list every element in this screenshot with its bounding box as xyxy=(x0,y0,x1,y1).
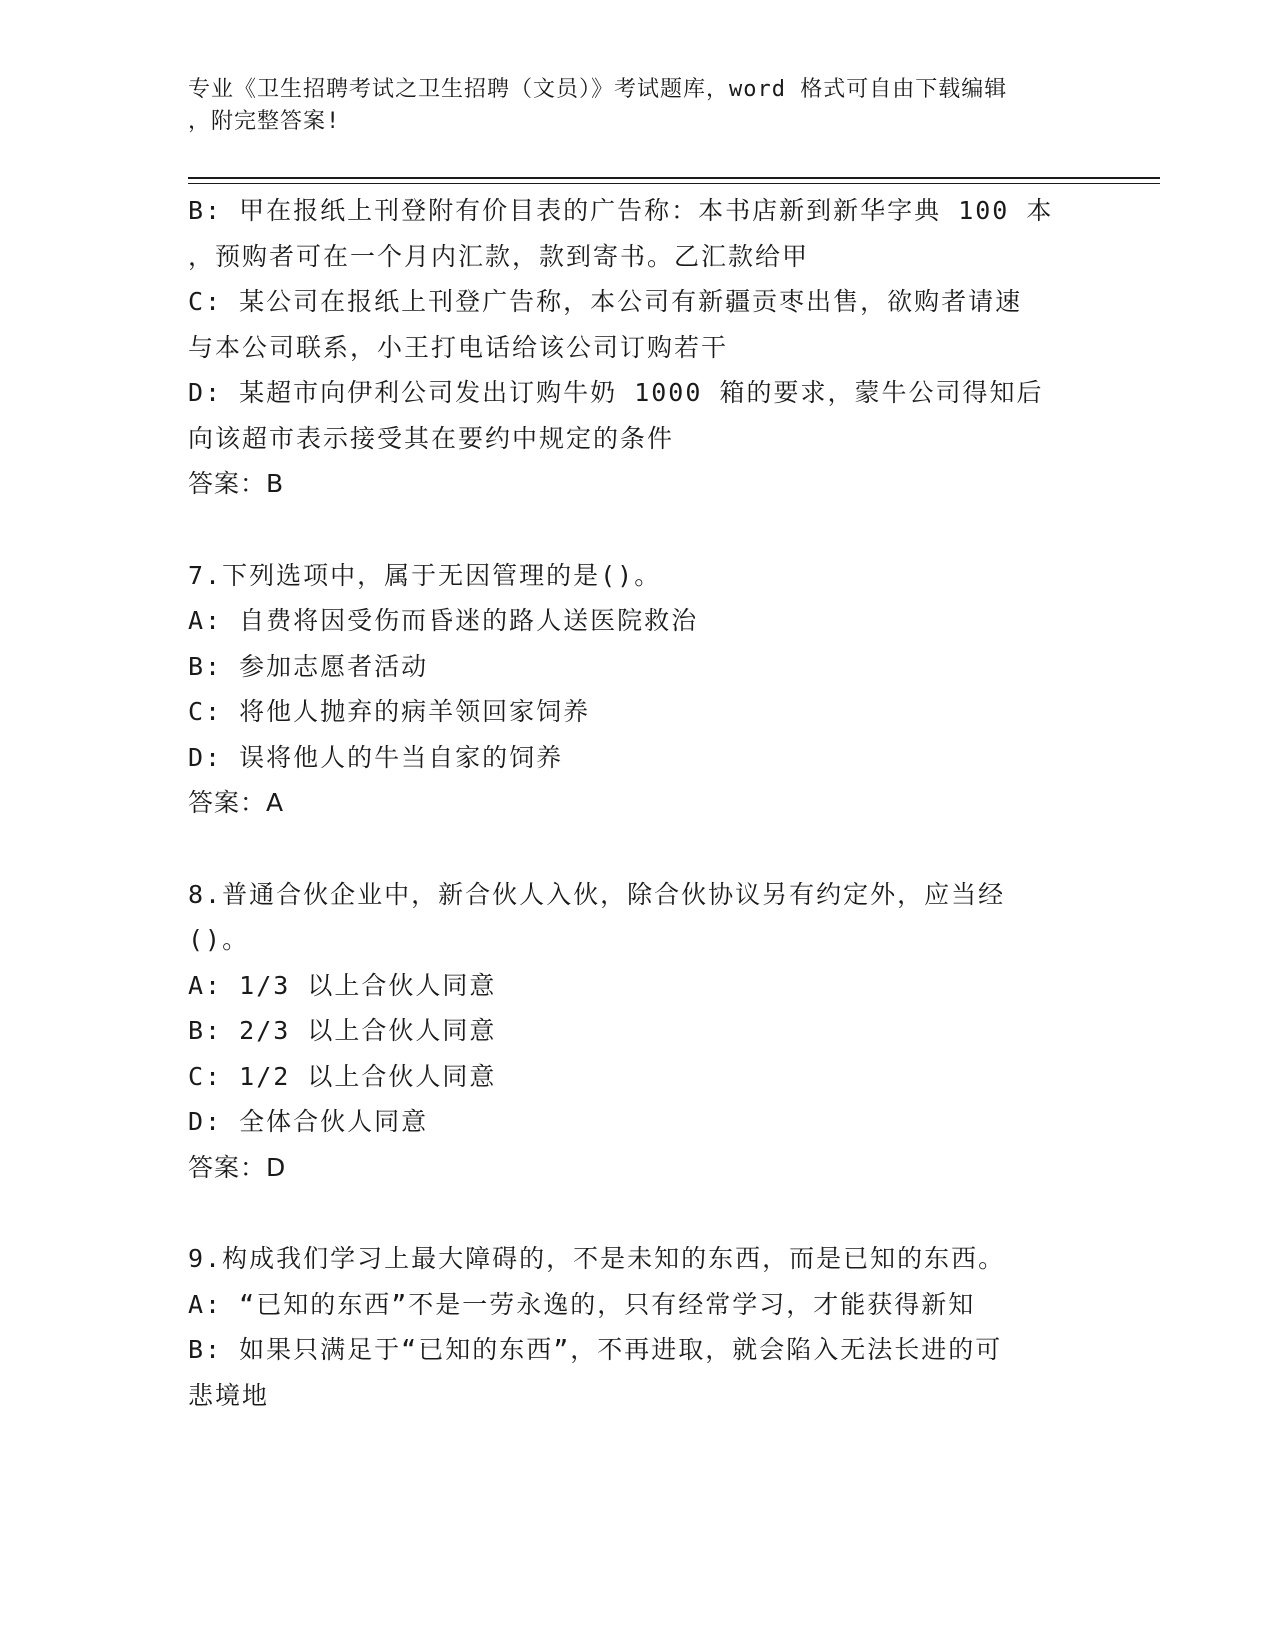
q7-option-b: B: 参加志愿者活动 xyxy=(188,651,429,681)
spacer xyxy=(188,826,1088,872)
q8-option-c: C: 1/2 以上合伙人同意 xyxy=(188,1061,497,1091)
q9-option-b-line-2: 悲境地 xyxy=(188,1380,270,1410)
q6-option-c-line-2: 与本公司联系，小王打电话给该公司订购若干 xyxy=(188,332,729,362)
q8-option-a: A: 1/3 以上合伙人同意 xyxy=(188,970,497,1000)
q6-answer: 答案：B xyxy=(188,469,285,498)
q8-option-b: B: 2/3 以上合伙人同意 xyxy=(188,1016,497,1045)
q7-question: 7.下列选项中，属于无因管理的是()。 xyxy=(188,560,662,590)
question-8-block xyxy=(188,872,1088,1191)
document-header xyxy=(188,74,1068,138)
q6-option-d-line-2: 向该超市表示接受其在要约中规定的条件 xyxy=(188,423,675,453)
q7-option-a: A: 自费将因受伤而昏迷的路人送医院救治 xyxy=(188,606,699,635)
q9-question: 9.构成我们学习上最大障碍的，不是未知的东西，而是已知的东西。 xyxy=(188,1244,1006,1273)
spacer xyxy=(188,1190,1088,1236)
q8-question-line-1: 8.普通合伙企业中，新合伙人入伙，除合伙协议另有约定外，应当经 xyxy=(188,879,1006,909)
q7-option-d: D: 误将他人的牛当自家的饲养 xyxy=(188,742,564,772)
header-line-2: ，附完整答案! xyxy=(188,109,341,134)
header-line-1: 专业《卫生招聘考试之卫生招聘（文员）》考试题库，word 格式可自由下载编辑 xyxy=(188,77,1008,102)
q8-question-line-2: ()。 xyxy=(188,925,250,954)
q8-answer: 答案：D xyxy=(188,1152,287,1182)
question-content xyxy=(188,188,1088,1418)
question-9-block xyxy=(188,1236,1088,1418)
header-divider-thick xyxy=(188,177,1160,179)
q7-option-c: C: 将他人抛弃的病羊领回家饲养 xyxy=(188,697,591,726)
q7-answer: 答案：A xyxy=(188,788,285,817)
q6-option-c-line-1: C: 某公司在报纸上刊登广告称，本公司有新疆贡枣出售，欲购者请速 xyxy=(188,287,1023,316)
q6-option-b-line-1: B: 甲在报纸上刊登附有价目表的广告称：本书店新到新华字典 100 本 xyxy=(188,196,1054,225)
q9-option-b-line-1: B: 如果只满足于“已知的东西”，不再进取，就会陷入无法长进的可 xyxy=(188,1335,1003,1364)
q8-option-d: D: 全体合伙人同意 xyxy=(188,1107,429,1136)
q6-option-d-line-1: D: 某超市向伊利公司发出订购牛奶 1000 箱的要求，蒙牛公司得知后 xyxy=(188,378,1044,407)
q9-option-a: A: “已知的东西”不是一劳永逸的，只有经常学习，才能获得新知 xyxy=(188,1289,976,1319)
question-7-block xyxy=(188,553,1088,826)
q6-option-b-line-2: ，预购者可在一个月内汇款，款到寄书。乙汇款给甲 xyxy=(188,241,810,271)
question-6-block xyxy=(188,188,1088,507)
header-divider-thin xyxy=(188,183,1160,184)
spacer xyxy=(188,507,1088,553)
